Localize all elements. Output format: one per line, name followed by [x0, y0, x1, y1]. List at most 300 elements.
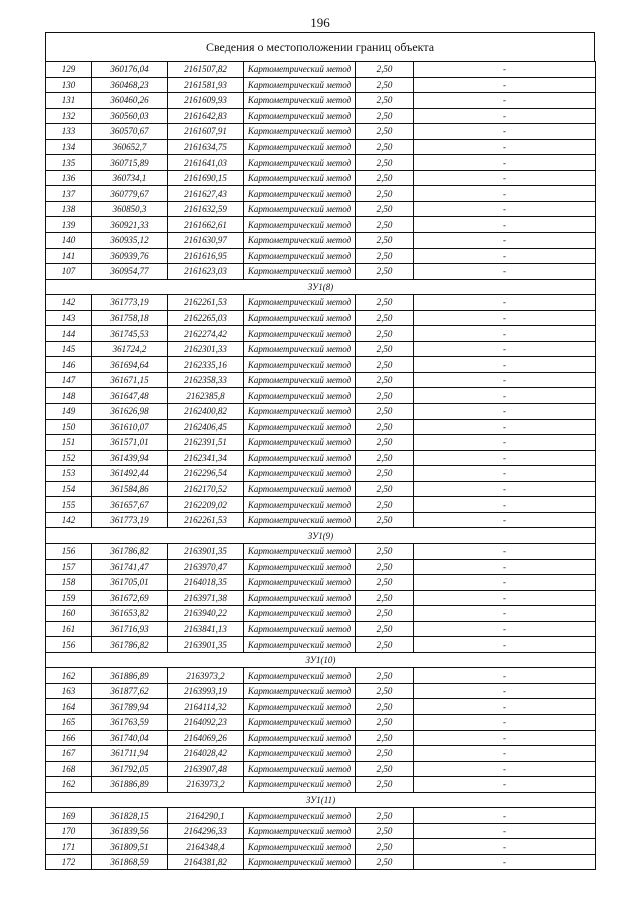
table-row [46, 808, 596, 824]
table-row [46, 621, 596, 637]
table-row [46, 823, 596, 839]
accuracy-cell: 2,50 [356, 559, 414, 575]
point-number-cell: 132 [46, 108, 92, 124]
accuracy-cell: 2,50 [356, 606, 414, 622]
x-coordinate-cell: 360560,03 [92, 108, 168, 124]
accuracy-cell: 2,50 [356, 248, 414, 264]
x-coordinate-cell: 360850,3 [92, 201, 168, 217]
accuracy-cell: 2,50 [356, 170, 414, 186]
method-cell: Картометрический метод [244, 466, 356, 482]
coordinates-sheet [45, 32, 595, 870]
table-row [46, 854, 596, 870]
x-coordinate-cell: 361763,59 [92, 714, 168, 730]
accuracy-cell: 2,50 [356, 637, 414, 653]
table-row [46, 139, 596, 155]
table-row [46, 357, 596, 373]
point-number-cell: 168 [46, 761, 92, 777]
x-coordinate-cell: 361705,01 [92, 575, 168, 591]
method-cell: Картометрический метод [244, 77, 356, 93]
method-cell: Картометрический метод [244, 714, 356, 730]
table-row [46, 512, 596, 528]
y-coordinate-cell: 2161630,97 [168, 233, 244, 249]
x-coordinate-cell: 360779,67 [92, 186, 168, 202]
x-coordinate-cell: 360570,67 [92, 124, 168, 140]
y-coordinate-cell: 2161609,93 [168, 93, 244, 109]
y-coordinate-cell: 2162301,33 [168, 341, 244, 357]
description-cell: - [414, 248, 596, 264]
y-coordinate-cell: 2163907,48 [168, 761, 244, 777]
table-row [46, 481, 596, 497]
point-number-cell: 151 [46, 435, 92, 451]
method-cell: Картометрический метод [244, 170, 356, 186]
description-cell: - [414, 606, 596, 622]
description-cell: - [414, 637, 596, 653]
table-row [46, 295, 596, 311]
method-cell: Картометрический метод [244, 481, 356, 497]
accuracy-cell: 2,50 [356, 419, 414, 435]
y-coordinate-cell: 2163973,2 [168, 668, 244, 684]
point-number-cell: 138 [46, 201, 92, 217]
description-cell: - [414, 575, 596, 591]
method-cell: Картометрический метод [244, 746, 356, 762]
table-row [46, 699, 596, 715]
point-number-cell: 166 [46, 730, 92, 746]
table-title: Сведения о местоположении границ объекта [45, 32, 595, 61]
point-number-cell: 163 [46, 683, 92, 699]
y-coordinate-cell: 2164092,23 [168, 714, 244, 730]
description-cell: - [414, 93, 596, 109]
table-row [46, 201, 596, 217]
accuracy-cell: 2,50 [356, 450, 414, 466]
description-cell: - [414, 839, 596, 855]
description-cell: - [414, 372, 596, 388]
table-row [46, 543, 596, 559]
method-cell: Картометрический метод [244, 730, 356, 746]
description-cell: - [414, 217, 596, 233]
description-cell: - [414, 808, 596, 824]
x-coordinate-cell: 360652,7 [92, 139, 168, 155]
method-cell: Картометрический метод [244, 186, 356, 202]
point-number-cell: 144 [46, 326, 92, 342]
y-coordinate-cell: 2161616,95 [168, 248, 244, 264]
accuracy-cell: 2,50 [356, 186, 414, 202]
accuracy-cell: 2,50 [356, 683, 414, 699]
point-number-cell: 150 [46, 419, 92, 435]
method-cell: Картометрический метод [244, 839, 356, 855]
accuracy-cell: 2,50 [356, 93, 414, 109]
y-coordinate-cell: 2162296,54 [168, 466, 244, 482]
point-number-cell: 172 [46, 854, 92, 870]
point-number-cell: 160 [46, 606, 92, 622]
description-cell: - [414, 233, 596, 249]
y-coordinate-cell: 2161662,61 [168, 217, 244, 233]
point-number-cell: 165 [46, 714, 92, 730]
method-cell: Картометрический метод [244, 326, 356, 342]
x-coordinate-cell: 361809,51 [92, 839, 168, 855]
table-row [46, 497, 596, 513]
accuracy-cell: 2,50 [356, 777, 414, 793]
y-coordinate-cell: 2164381,82 [168, 854, 244, 870]
y-coordinate-cell: 2164296,33 [168, 823, 244, 839]
y-coordinate-cell: 2162261,53 [168, 295, 244, 311]
method-cell: Картометрический метод [244, 823, 356, 839]
x-coordinate-cell: 361786,82 [92, 543, 168, 559]
y-coordinate-cell: 2161642,83 [168, 108, 244, 124]
method-cell: Картометрический метод [244, 388, 356, 404]
description-cell: - [414, 761, 596, 777]
x-coordinate-cell: 361694,64 [92, 357, 168, 373]
y-coordinate-cell: 2163940,22 [168, 606, 244, 622]
accuracy-cell: 2,50 [356, 621, 414, 637]
point-number-cell: 135 [46, 155, 92, 171]
point-number-cell: 107 [46, 264, 92, 280]
table-row [46, 761, 596, 777]
point-number-cell: 170 [46, 823, 92, 839]
y-coordinate-cell: 2161690,15 [168, 170, 244, 186]
accuracy-cell: 2,50 [356, 668, 414, 684]
point-number-cell: 155 [46, 497, 92, 513]
y-coordinate-cell: 2161581,93 [168, 77, 244, 93]
table-row [46, 435, 596, 451]
point-number-cell: 149 [46, 404, 92, 420]
accuracy-cell: 2,50 [356, 854, 414, 870]
point-number-cell: 142 [46, 295, 92, 311]
point-number-cell: 140 [46, 233, 92, 249]
x-coordinate-cell: 361792,05 [92, 761, 168, 777]
y-coordinate-cell: 2162265,03 [168, 310, 244, 326]
y-coordinate-cell: 2161627,43 [168, 186, 244, 202]
accuracy-cell: 2,50 [356, 746, 414, 762]
y-coordinate-cell: 2163901,35 [168, 543, 244, 559]
table-row [46, 590, 596, 606]
method-cell: Картометрический метод [244, 668, 356, 684]
table-row [46, 124, 596, 140]
method-cell: Картометрический метод [244, 201, 356, 217]
x-coordinate-cell: 361716,93 [92, 621, 168, 637]
table-row [46, 233, 596, 249]
method-cell: Картометрический метод [244, 683, 356, 699]
point-number-cell: 131 [46, 93, 92, 109]
description-cell: - [414, 466, 596, 482]
accuracy-cell: 2,50 [356, 295, 414, 311]
accuracy-cell: 2,50 [356, 357, 414, 373]
method-cell: Картометрический метод [244, 808, 356, 824]
y-coordinate-cell: 2162261,53 [168, 512, 244, 528]
method-cell: Картометрический метод [244, 233, 356, 249]
description-cell: - [414, 854, 596, 870]
description-cell: - [414, 777, 596, 793]
x-coordinate-cell: 361773,19 [92, 512, 168, 528]
y-coordinate-cell: 2163901,35 [168, 637, 244, 653]
description-cell: - [414, 186, 596, 202]
method-cell: Картометрический метод [244, 606, 356, 622]
accuracy-cell: 2,50 [356, 404, 414, 420]
method-cell: Картометрический метод [244, 450, 356, 466]
x-coordinate-cell: 361584,86 [92, 481, 168, 497]
point-number-cell: 156 [46, 637, 92, 653]
method-cell: Картометрический метод [244, 264, 356, 280]
point-number-cell: 133 [46, 124, 92, 140]
table-row [46, 683, 596, 699]
description-cell: - [414, 543, 596, 559]
table-row [46, 217, 596, 233]
description-cell: - [414, 388, 596, 404]
x-coordinate-cell: 361647,48 [92, 388, 168, 404]
point-number-cell: 147 [46, 372, 92, 388]
y-coordinate-cell: 2163971,38 [168, 590, 244, 606]
accuracy-cell: 2,50 [356, 590, 414, 606]
description-cell: - [414, 435, 596, 451]
x-coordinate-cell: 360939,76 [92, 248, 168, 264]
x-coordinate-cell: 361571,01 [92, 435, 168, 451]
y-coordinate-cell: 2163993,19 [168, 683, 244, 699]
point-number-cell: 156 [46, 543, 92, 559]
method-cell: Картометрический метод [244, 341, 356, 357]
accuracy-cell: 2,50 [356, 139, 414, 155]
method-cell: Картометрический метод [244, 62, 356, 78]
table-row [46, 419, 596, 435]
section-header-row [46, 652, 596, 668]
description-cell: - [414, 823, 596, 839]
table-row [46, 730, 596, 746]
y-coordinate-cell: 2163841,13 [168, 621, 244, 637]
method-cell: Картометрический метод [244, 404, 356, 420]
accuracy-cell: 2,50 [356, 310, 414, 326]
section-label: ЗУ1(11) [46, 792, 596, 808]
method-cell: Картометрический метод [244, 512, 356, 528]
accuracy-cell: 2,50 [356, 201, 414, 217]
point-number-cell: 161 [46, 621, 92, 637]
x-coordinate-cell: 361657,67 [92, 497, 168, 513]
x-coordinate-cell: 361886,89 [92, 668, 168, 684]
table-row [46, 77, 596, 93]
y-coordinate-cell: 2164114,32 [168, 699, 244, 715]
accuracy-cell: 2,50 [356, 730, 414, 746]
x-coordinate-cell: 361711,94 [92, 746, 168, 762]
x-coordinate-cell: 361828,15 [92, 808, 168, 824]
point-number-cell: 146 [46, 357, 92, 373]
x-coordinate-cell: 360734,1 [92, 170, 168, 186]
table-row [46, 341, 596, 357]
y-coordinate-cell: 2163970,47 [168, 559, 244, 575]
table-row [46, 155, 596, 171]
accuracy-cell: 2,50 [356, 388, 414, 404]
description-cell: - [414, 155, 596, 171]
x-coordinate-cell: 361877,62 [92, 683, 168, 699]
point-number-cell: 137 [46, 186, 92, 202]
x-coordinate-cell: 361610,07 [92, 419, 168, 435]
description-cell: - [414, 326, 596, 342]
y-coordinate-cell: 2162170,52 [168, 481, 244, 497]
description-cell: - [414, 295, 596, 311]
section-header-row [46, 792, 596, 808]
table-row [46, 746, 596, 762]
accuracy-cell: 2,50 [356, 699, 414, 715]
y-coordinate-cell: 2161507,82 [168, 62, 244, 78]
section-header-row [46, 528, 596, 544]
accuracy-cell: 2,50 [356, 823, 414, 839]
section-header-row [46, 279, 596, 295]
method-cell: Картометрический метод [244, 761, 356, 777]
section-label: ЗУ1(9) [46, 528, 596, 544]
description-cell: - [414, 62, 596, 78]
description-cell: - [414, 341, 596, 357]
y-coordinate-cell: 2164028,42 [168, 746, 244, 762]
accuracy-cell: 2,50 [356, 62, 414, 78]
coordinates-table-body [46, 62, 596, 870]
table-row [46, 668, 596, 684]
y-coordinate-cell: 2161623,03 [168, 264, 244, 280]
point-number-cell: 153 [46, 466, 92, 482]
y-coordinate-cell: 2162358,33 [168, 372, 244, 388]
table-row [46, 310, 596, 326]
description-cell: - [414, 590, 596, 606]
section-label: ЗУ1(8) [46, 279, 596, 295]
y-coordinate-cell: 2162406,45 [168, 419, 244, 435]
description-cell: - [414, 730, 596, 746]
method-cell: Картометрический метод [244, 419, 356, 435]
point-number-cell: 148 [46, 388, 92, 404]
accuracy-cell: 2,50 [356, 217, 414, 233]
table-row [46, 466, 596, 482]
description-cell: - [414, 559, 596, 575]
table-row [46, 388, 596, 404]
y-coordinate-cell: 2162209,02 [168, 497, 244, 513]
description-cell: - [414, 512, 596, 528]
accuracy-cell: 2,50 [356, 264, 414, 280]
table-row [46, 777, 596, 793]
table-row [46, 404, 596, 420]
accuracy-cell: 2,50 [356, 435, 414, 451]
method-cell: Картометрический метод [244, 590, 356, 606]
y-coordinate-cell: 2163973,2 [168, 777, 244, 793]
point-number-cell: 130 [46, 77, 92, 93]
table-row [46, 326, 596, 342]
x-coordinate-cell: 360468,23 [92, 77, 168, 93]
table-row [46, 62, 596, 78]
accuracy-cell: 2,50 [356, 497, 414, 513]
section-label: ЗУ1(10) [46, 652, 596, 668]
y-coordinate-cell: 2161634,75 [168, 139, 244, 155]
point-number-cell: 141 [46, 248, 92, 264]
method-cell: Картометрический метод [244, 124, 356, 140]
point-number-cell: 159 [46, 590, 92, 606]
point-number-cell: 145 [46, 341, 92, 357]
description-cell: - [414, 419, 596, 435]
method-cell: Картометрический метод [244, 559, 356, 575]
x-coordinate-cell: 361868,59 [92, 854, 168, 870]
accuracy-cell: 2,50 [356, 155, 414, 171]
table-row [46, 264, 596, 280]
description-cell: - [414, 357, 596, 373]
y-coordinate-cell: 2162274,42 [168, 326, 244, 342]
accuracy-cell: 2,50 [356, 466, 414, 482]
description-cell: - [414, 683, 596, 699]
y-coordinate-cell: 2161632,59 [168, 201, 244, 217]
method-cell: Картометрический метод [244, 621, 356, 637]
accuracy-cell: 2,50 [356, 108, 414, 124]
method-cell: Картометрический метод [244, 699, 356, 715]
point-number-cell: 171 [46, 839, 92, 855]
coordinates-table [45, 61, 596, 870]
x-coordinate-cell: 361740,04 [92, 730, 168, 746]
accuracy-cell: 2,50 [356, 124, 414, 140]
table-row [46, 450, 596, 466]
x-coordinate-cell: 360715,89 [92, 155, 168, 171]
point-number-cell: 162 [46, 668, 92, 684]
x-coordinate-cell: 361439,94 [92, 450, 168, 466]
point-number-cell: 134 [46, 139, 92, 155]
y-coordinate-cell: 2164069,26 [168, 730, 244, 746]
x-coordinate-cell: 361839,56 [92, 823, 168, 839]
table-row [46, 606, 596, 622]
description-cell: - [414, 746, 596, 762]
x-coordinate-cell: 361741,47 [92, 559, 168, 575]
method-cell: Картометрический метод [244, 108, 356, 124]
method-cell: Картометрический метод [244, 155, 356, 171]
method-cell: Картометрический метод [244, 139, 356, 155]
accuracy-cell: 2,50 [356, 77, 414, 93]
table-row [46, 186, 596, 202]
y-coordinate-cell: 2164348,4 [168, 839, 244, 855]
point-number-cell: 143 [46, 310, 92, 326]
x-coordinate-cell: 361671,15 [92, 372, 168, 388]
description-cell: - [414, 108, 596, 124]
table-row [46, 559, 596, 575]
description-cell: - [414, 699, 596, 715]
x-coordinate-cell: 360954,77 [92, 264, 168, 280]
accuracy-cell: 2,50 [356, 341, 414, 357]
point-number-cell: 162 [46, 777, 92, 793]
x-coordinate-cell: 361773,19 [92, 295, 168, 311]
x-coordinate-cell: 361724,2 [92, 341, 168, 357]
accuracy-cell: 2,50 [356, 543, 414, 559]
accuracy-cell: 2,50 [356, 372, 414, 388]
y-coordinate-cell: 2162341,34 [168, 450, 244, 466]
y-coordinate-cell: 2162385,8 [168, 388, 244, 404]
method-cell: Картометрический метод [244, 435, 356, 451]
y-coordinate-cell: 2162391,51 [168, 435, 244, 451]
x-coordinate-cell: 361758,18 [92, 310, 168, 326]
method-cell: Картометрический метод [244, 217, 356, 233]
point-number-cell: 154 [46, 481, 92, 497]
accuracy-cell: 2,50 [356, 839, 414, 855]
accuracy-cell: 2,50 [356, 512, 414, 528]
method-cell: Картометрический метод [244, 295, 356, 311]
accuracy-cell: 2,50 [356, 481, 414, 497]
description-cell: - [414, 481, 596, 497]
table-row [46, 714, 596, 730]
description-cell: - [414, 139, 596, 155]
description-cell: - [414, 497, 596, 513]
table-row [46, 248, 596, 264]
point-number-cell: 129 [46, 62, 92, 78]
description-cell: - [414, 450, 596, 466]
accuracy-cell: 2,50 [356, 326, 414, 342]
accuracy-cell: 2,50 [356, 714, 414, 730]
point-number-cell: 169 [46, 808, 92, 824]
point-number-cell: 167 [46, 746, 92, 762]
page-number: 196 [310, 15, 330, 30]
x-coordinate-cell: 360921,33 [92, 217, 168, 233]
y-coordinate-cell: 2161641,03 [168, 155, 244, 171]
x-coordinate-cell: 360176,04 [92, 62, 168, 78]
point-number-cell: 139 [46, 217, 92, 233]
method-cell: Картометрический метод [244, 357, 356, 373]
point-number-cell: 157 [46, 559, 92, 575]
y-coordinate-cell: 2164290,1 [168, 808, 244, 824]
x-coordinate-cell: 361653,82 [92, 606, 168, 622]
